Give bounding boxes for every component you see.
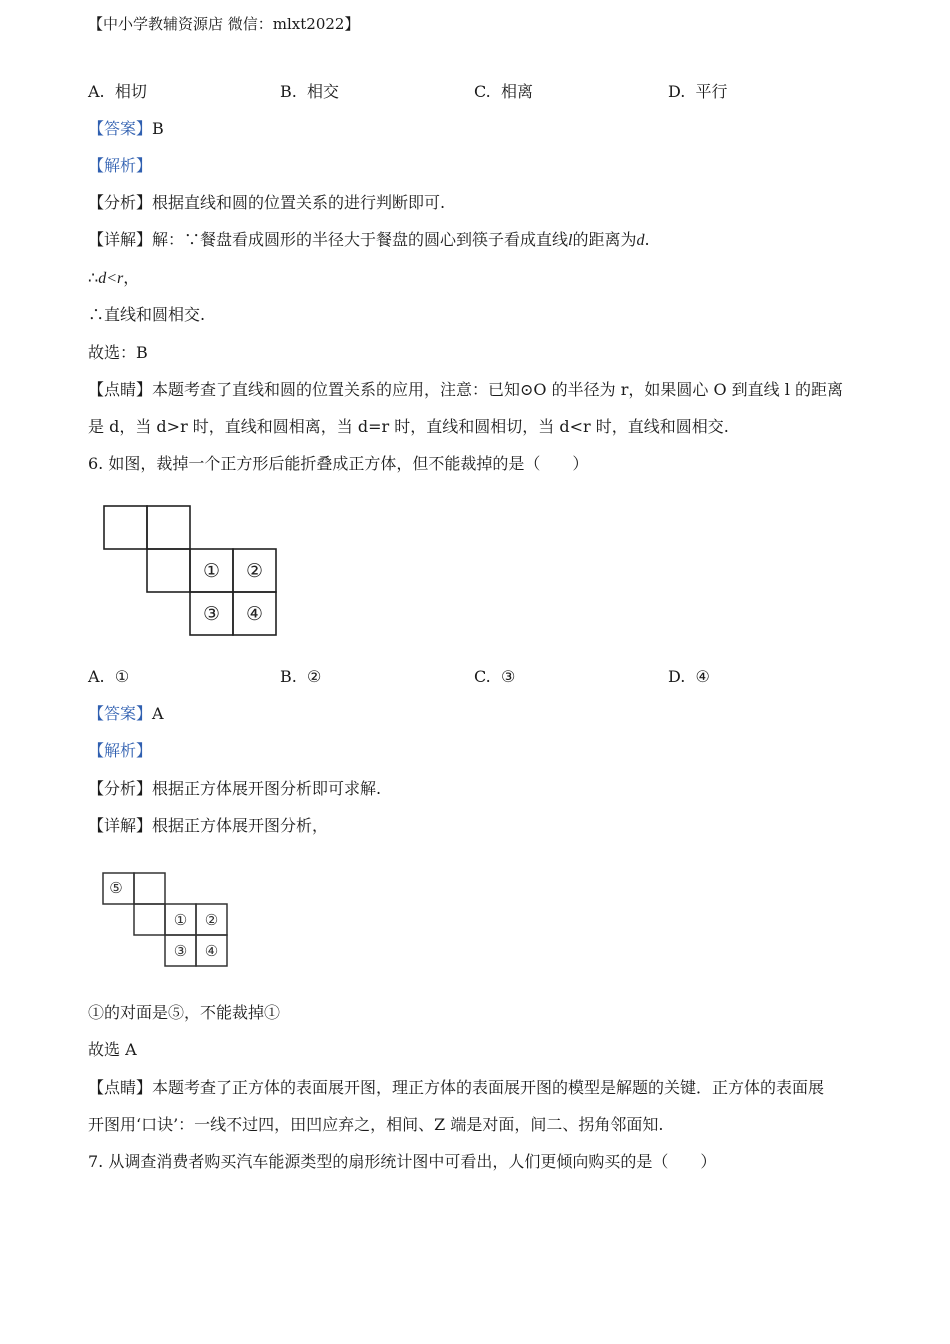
answer-value: B	[152, 119, 164, 138]
answer-tag: 【答案】	[88, 119, 153, 138]
net-square-top-middle	[147, 506, 190, 549]
sol-square-top-middle	[134, 873, 165, 904]
q6-analysis-tag: 【解析】	[88, 741, 153, 760]
sol-label-2: ②	[204, 911, 219, 929]
sol-label-1: ①	[173, 911, 188, 929]
q5-choice: 故选：B	[88, 343, 148, 362]
q6-option-a[interactable]: A. ①	[88, 667, 130, 686]
q6-answer	[88, 704, 164, 724]
q7-stem: 7. 从调查消费者购买汽车能源类型的扇形统计图中可看出，人们更倾向购买的是（ ）	[88, 1152, 717, 1171]
q5-option-a[interactable]: A. 相切	[88, 82, 147, 101]
q6-net-figure	[100, 503, 280, 639]
q5-step2: ∴直线和圆相交.	[88, 305, 206, 324]
q6-option-c[interactable]: C. ③	[474, 667, 516, 686]
q5-step1: ∴d<r，	[88, 268, 140, 287]
q5-option-b[interactable]: B. 相交	[280, 82, 340, 101]
q5-xiangjie: 【详解】解：∵餐盘看成圆形的半径大于餐盘的圆心到筷子看成直线l的距离为d.	[88, 230, 650, 249]
q6-choice: 故选 A	[88, 1040, 137, 1059]
q6-dianjing-1: 【点睛】本题考查了正方体的表面展开图，理正方体的表面展开图的模型是解题的关键．正方体的表面展	[88, 1078, 825, 1097]
q5-option-c[interactable]: C. 相离	[474, 82, 533, 101]
q5-analysis-tag: 【解析】	[88, 156, 153, 175]
q6-stem: 6. 如图，裁掉一个正方形后能折叠成正方体，但不能裁掉的是（ ）	[88, 454, 589, 473]
q5-dianjing-1: 【点睛】本题考查了直线和圆的位置关系的应用，注意：已知⊙O 的半径为 r，如果圆心 O 到直线 l 的距离	[88, 380, 843, 399]
q6-conclusion: ①的对面是⑤，不能裁掉①	[88, 1003, 281, 1022]
net-square-middle-left	[147, 549, 190, 592]
q5-dianjing-2: 是 d，当 d>r 时，直线和圆相离，当 d=r 时，直线和圆相切，当 d<r 时，直线和圆相交.	[88, 417, 729, 436]
page-header: 【中小学教辅资源店 微信：mlxt2022】	[88, 15, 360, 33]
q6-dianjing-2: 开图用‘口诀’：一线不过四，田凹应弃之，相间、Z 端是对面，间二、拐角邻面知.	[88, 1115, 664, 1134]
q6-option-d[interactable]: D. ④	[668, 667, 710, 686]
sol-label-4: ④	[204, 942, 219, 960]
net-label-1: ①	[202, 560, 221, 582]
q6-fenxi: 【分析】根据正方体展开图分析即可求解.	[88, 779, 382, 798]
q6-solution-figure	[100, 869, 230, 969]
sol-square-middle-left	[134, 904, 165, 935]
net-square-top-left	[104, 506, 147, 549]
net-label-3: ③	[202, 603, 221, 625]
net-label-2: ②	[245, 560, 264, 582]
q5-answer	[88, 119, 164, 139]
q5-option-d[interactable]: D. 平行	[668, 82, 728, 101]
answer-value: A	[152, 704, 164, 723]
q5-fenxi: 【分析】根据直线和圆的位置关系的进行判断即可.	[88, 193, 446, 212]
q6-xiangjie: 【详解】根据正方体展开图分析，	[88, 816, 329, 835]
q6-option-b[interactable]: B. ②	[280, 667, 322, 686]
net-label-4: ④	[245, 603, 264, 625]
sol-label-5: ⑤	[109, 879, 123, 897]
sol-label-3: ③	[173, 942, 188, 960]
answer-tag: 【答案】	[88, 704, 153, 723]
